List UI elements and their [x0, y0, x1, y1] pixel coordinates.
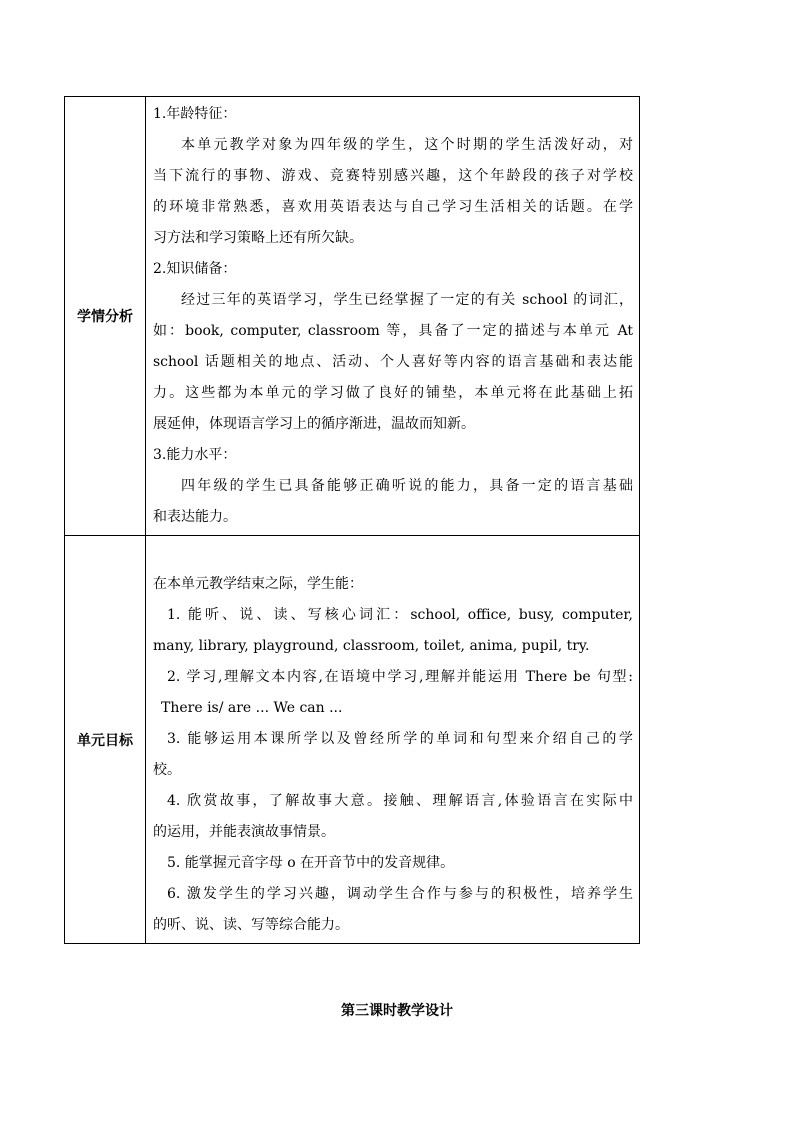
paragraph-line: 习方法和学习策略上还有所欠缺。	[153, 230, 363, 246]
table-row-unit-goals	[65, 536, 640, 944]
paragraph-line: 展延伸，体现语言学习上的循序渐进，温故而知新。	[153, 416, 475, 432]
paragraph-line: 经过三年的英语学习，学生已经掌握了一定的有关 school 的词汇，	[181, 292, 633, 308]
row-label-cell	[65, 97, 146, 536]
goal-item: 4. 欣赏故事，了解故事大意。接触、理解语言,体验语言在实际中	[167, 793, 633, 809]
paragraph-line: 四年级的学生已具备能够正确听说的能力，具备一定的语言基础	[181, 478, 633, 494]
row-label: 单元目标	[77, 732, 133, 749]
goal-item-cont: 校。	[153, 762, 181, 778]
paragraph-line: 当下流行的事物、游戏、竞赛特别感兴趣，这个年龄段的孩子对学校	[153, 168, 633, 184]
section-title: 第三课时教学设计	[341, 1003, 453, 1019]
goal-item-cont: many, library, playground, classroom, toilet, anima, pupil, try.	[153, 638, 590, 654]
paragraph-line: school 话题相关的地点、活动、个人喜好等内容的语言基础和表达能	[153, 354, 633, 370]
heading-knowledge: 2.知识储备：	[153, 261, 237, 277]
goal-item: 3. 能够运用本课所学以及曾经所学的单词和句型来介绍自己的学	[167, 731, 633, 747]
paragraph-line: 的环境非常熟悉，喜欢用英语表达与自己学习生活相关的话题。在学	[153, 199, 633, 215]
student-analysis-content	[146, 97, 640, 536]
heading-ability: 3.能力水平：	[153, 447, 237, 463]
paragraph-line: 本单元教学对象为四年级的学生，这个时期的学生活泼好动，对	[181, 137, 633, 153]
goal-item-cont: 的运用，并能表演故事情景。	[153, 824, 335, 840]
paragraph-line: 力。这些都为本单元的学习做了良好的铺垫，本单元将在此基础上拓	[153, 385, 633, 401]
goal-item: 2. 学习,理解文本内容,在语境中学习,理解并能运用 There be 句型:	[167, 669, 633, 685]
goals-intro: 在本单元教学结束之际，学生能：	[153, 576, 363, 592]
heading-age: 1.年龄特征：	[153, 106, 237, 122]
table-row-student-analysis	[65, 97, 640, 536]
goal-item: 5. 能掌握元音字母 o 在开音节中的发音规律。	[167, 855, 455, 871]
paragraph-line: 如：book, computer, classroom 等，具备了一定的描述与本单元 At	[153, 323, 633, 339]
paragraph-line: 和表达能力。	[153, 509, 237, 525]
goal-item: 6. 激发学生的学习兴趣，调动学生合作与参与的积极性，培养学生	[167, 886, 633, 902]
row-label-cell	[65, 536, 146, 944]
row-label: 学情分析	[77, 309, 133, 325]
unit-goals-content	[146, 536, 640, 944]
goal-item: 1. 能听、说、读、写核心词汇：school, office, busy, computer,	[167, 607, 633, 623]
goal-item-cont: 的听、说、读、写等综合能力。	[153, 917, 349, 933]
spacer	[153, 538, 633, 569]
lesson-plan-table	[64, 96, 640, 944]
goal-item-cont: There is/ are ... We can ...	[161, 700, 343, 716]
